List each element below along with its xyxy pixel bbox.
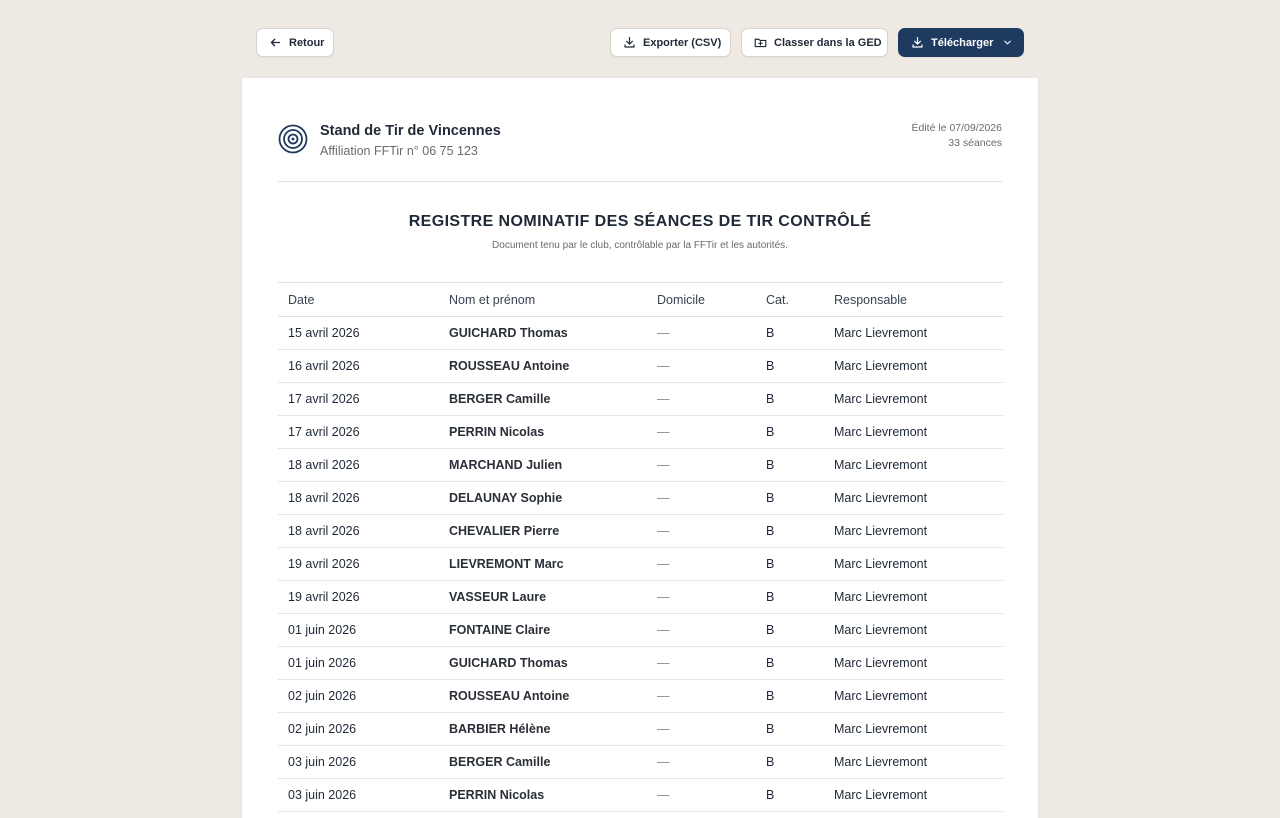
table-header-row [278, 283, 1003, 317]
document-subtitle: Document tenu par le club, contrôlable par la FFTir et les autorités. [492, 240, 788, 251]
cell-supervisor: Marc Lievremont [824, 350, 1003, 383]
cell-category: B [756, 581, 824, 614]
cell-date: 16 avril 2026 [278, 350, 439, 383]
table-row [278, 614, 1003, 647]
cell-date: 18 avril 2026 [278, 482, 439, 515]
cell-category: B [756, 350, 824, 383]
export-label: Exporter (CSV) [643, 36, 722, 49]
cell-domicile: — [647, 746, 756, 779]
cell-date: 18 avril 2026 [278, 515, 439, 548]
table-row [278, 680, 1003, 713]
cell-name: BARBIER Hélène [439, 713, 647, 746]
column-header-date: Date [278, 283, 439, 317]
table-row [278, 548, 1003, 581]
session-count: 33 séances [948, 136, 1002, 149]
cell-category: B [756, 746, 824, 779]
club-affiliation: Affiliation FFTir n° 06 75 123 [320, 144, 478, 158]
cell-date: 03 juin 2026 [278, 779, 439, 812]
folder-icon [754, 36, 767, 49]
cell-name: ROUSSEAU Antoine [439, 680, 647, 713]
table-row [278, 350, 1003, 383]
table-row [278, 713, 1003, 746]
table-row [278, 383, 1003, 416]
cell-name: PERRIN Nicolas [439, 416, 647, 449]
cell-name: VASSEUR Laure [439, 581, 647, 614]
cell-supervisor: Marc Lievremont [824, 548, 1003, 581]
target-icon [278, 124, 308, 154]
cell-domicile: — [647, 515, 756, 548]
divider [278, 181, 1002, 182]
back-label: Retour [289, 36, 325, 49]
table-row [278, 515, 1003, 548]
toolbar [0, 28, 1280, 58]
cell-name: ROUSSEAU Antoine [439, 350, 647, 383]
cell-domicile: — [647, 779, 756, 812]
cell-category: B [756, 680, 824, 713]
download-button[interactable] [898, 28, 1024, 57]
cell-name: FONTAINE Claire [439, 614, 647, 647]
cell-supervisor: Marc Lievremont [824, 449, 1003, 482]
cell-date: 17 avril 2026 [278, 416, 439, 449]
table-row [278, 779, 1003, 812]
cell-date: 18 avril 2026 [278, 449, 439, 482]
back-button[interactable] [256, 28, 334, 57]
cell-domicile: — [647, 680, 756, 713]
cell-supervisor: Marc Lievremont [824, 482, 1003, 515]
cell-supervisor: Marc Lievremont [824, 779, 1003, 812]
cell-supervisor: Marc Lievremont [824, 581, 1003, 614]
cell-category: B [756, 317, 824, 350]
cell-supervisor: Marc Lievremont [824, 713, 1003, 746]
cell-domicile: — [647, 581, 756, 614]
cell-name: BERGER Camille [439, 383, 647, 416]
cell-date: 03 juin 2026 [278, 746, 439, 779]
document-meta [912, 121, 1003, 150]
cell-domicile: — [647, 449, 756, 482]
cell-name: GUICHARD Thomas [439, 317, 647, 350]
cell-name: BERGER Camille [439, 746, 647, 779]
cell-name: CHEVALIER Pierre [439, 515, 647, 548]
table-row [278, 317, 1003, 350]
club-name: Stand de Tir de Vincennes [320, 123, 501, 139]
export-csv-button[interactable] [610, 28, 731, 57]
cell-date: 01 juin 2026 [278, 614, 439, 647]
cell-name: LIEVREMONT Marc [439, 548, 647, 581]
download-icon [623, 36, 636, 49]
cell-name: DELAUNAY Sophie [439, 482, 647, 515]
cell-supervisor: Marc Lievremont [824, 416, 1003, 449]
download-icon [911, 36, 924, 49]
document-title: REGISTRE NOMINATIF DES SÉANCES DE TIR CONTRÔLÉ [408, 213, 872, 230]
cell-name: GUICHARD Thomas [439, 647, 647, 680]
cell-category: B [756, 779, 824, 812]
cell-date: 02 juin 2026 [278, 680, 439, 713]
cell-category: B [756, 614, 824, 647]
chevron-down-icon[interactable] [1002, 37, 1013, 48]
cell-domicile: — [647, 647, 756, 680]
cell-date: 01 juin 2026 [278, 647, 439, 680]
cell-category: B [756, 548, 824, 581]
ged-label: Classer dans la GED [774, 36, 882, 49]
column-header-supervisor: Responsable [824, 283, 1003, 317]
register-document [242, 78, 1038, 818]
cell-date: 19 avril 2026 [278, 581, 439, 614]
arrow-left-icon [269, 36, 282, 49]
cell-domicile: — [647, 548, 756, 581]
download-label: Télécharger [931, 36, 994, 49]
cell-category: B [756, 647, 824, 680]
ged-button[interactable] [741, 28, 888, 57]
cell-domicile: — [647, 416, 756, 449]
cell-supervisor: Marc Lievremont [824, 680, 1003, 713]
register-table [278, 282, 1003, 812]
cell-name: PERRIN Nicolas [439, 779, 647, 812]
cell-domicile: — [647, 713, 756, 746]
cell-supervisor: Marc Lievremont [824, 614, 1003, 647]
table-row [278, 416, 1003, 449]
column-header-domicile: Domicile [647, 283, 756, 317]
cell-date: 15 avril 2026 [278, 317, 439, 350]
table-row [278, 647, 1003, 680]
cell-supervisor: Marc Lievremont [824, 746, 1003, 779]
cell-domicile: — [647, 383, 756, 416]
cell-category: B [756, 713, 824, 746]
table-row [278, 449, 1003, 482]
cell-supervisor: Marc Lievremont [824, 383, 1003, 416]
cell-domicile: — [647, 614, 756, 647]
cell-supervisor: Marc Lievremont [824, 647, 1003, 680]
cell-supervisor: Marc Lievremont [824, 515, 1003, 548]
table-row [278, 581, 1003, 614]
table-row [278, 482, 1003, 515]
cell-domicile: — [647, 482, 756, 515]
cell-date: 17 avril 2026 [278, 383, 439, 416]
cell-domicile: — [647, 317, 756, 350]
cell-category: B [756, 515, 824, 548]
cell-category: B [756, 449, 824, 482]
cell-name: MARCHAND Julien [439, 449, 647, 482]
cell-supervisor: Marc Lievremont [824, 317, 1003, 350]
cell-category: B [756, 482, 824, 515]
column-header-name: Nom et prénom [439, 283, 647, 317]
table-row [278, 746, 1003, 779]
cell-category: B [756, 416, 824, 449]
cell-date: 19 avril 2026 [278, 548, 439, 581]
edited-date: Édité le 07/09/2026 [911, 122, 1002, 134]
cell-date: 02 juin 2026 [278, 713, 439, 746]
column-header-category: Cat. [756, 283, 824, 317]
cell-domicile: — [647, 350, 756, 383]
cell-category: B [756, 383, 824, 416]
